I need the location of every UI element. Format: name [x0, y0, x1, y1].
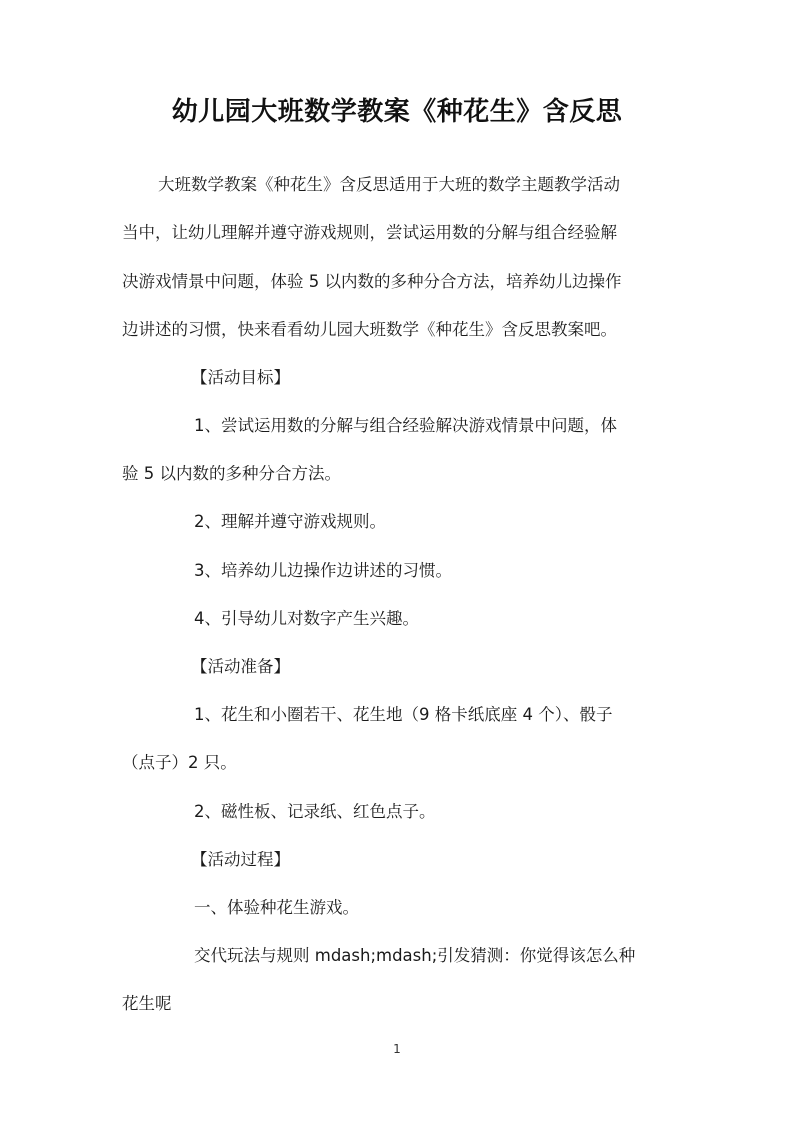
goal-item-4: 4、引导幼儿对数字产生兴趣。	[194, 609, 419, 628]
preparation-item-1: 1、花生和小圈若干、花生地（9 格卡纸底座 4 个）、骰子	[194, 705, 613, 724]
section-heading-process: 【活动过程】	[191, 850, 290, 869]
preparation-item-1-continued: （点子）2 只。	[122, 753, 237, 772]
preparation-item-2: 2、磁性板、记录纸、红色点子。	[194, 802, 436, 821]
process-step-1: 一、体验种花生游戏。	[194, 898, 359, 917]
intro-line-3: 决游戏情景中问题，体验 5 以内数的多种分合方法，培养幼儿边操作	[122, 272, 622, 291]
section-heading-preparation: 【活动准备】	[191, 657, 290, 676]
goal-item-2: 2、理解并遵守游戏规则。	[194, 512, 386, 531]
goal-item-1: 1、尝试运用数的分解与组合经验解决游戏情景中问题，体	[194, 416, 617, 435]
process-step-1-detail-continued: 花生呢	[122, 994, 172, 1013]
goal-item-1-continued: 验 5 以内数的多种分合方法。	[122, 464, 341, 483]
process-step-1-detail: 交代玩法与规则 mdash;mdash;引发猜测：你觉得该怎么种	[194, 946, 636, 965]
section-heading-goals: 【活动目标】	[191, 368, 290, 387]
intro-line-1: 大班数学教案《种花生》含反思适用于大班的数学主题教学活动	[158, 175, 620, 194]
intro-line-4: 边讲述的习惯，快来看看幼儿园大班数学《种花生》含反思教案吧。	[122, 320, 617, 339]
page-number: 1	[393, 1042, 401, 1056]
goal-item-3: 3、培养幼儿边操作边讲述的习惯。	[194, 561, 452, 580]
document-title: 幼儿园大班数学教案《种花生》含反思	[171, 97, 623, 127]
intro-line-2: 当中，让幼儿理解并遵守游戏规则，尝试运用数的分解与组合经验解	[122, 223, 617, 242]
